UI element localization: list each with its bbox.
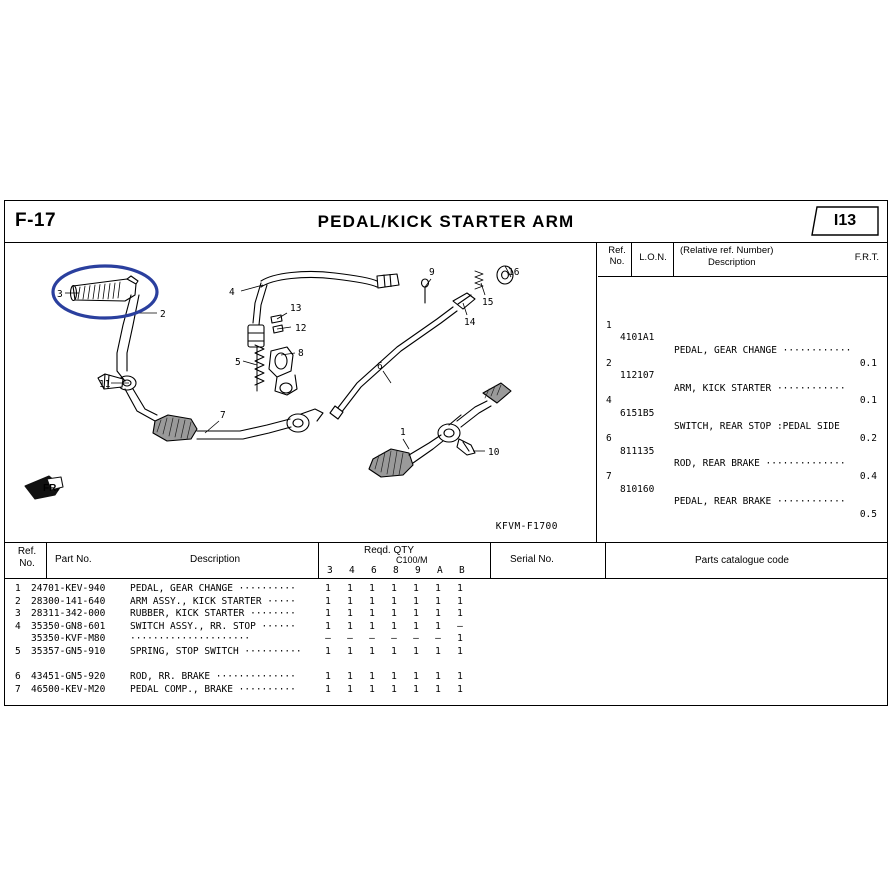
callout-6: 6 — [377, 361, 383, 372]
table-row — [5, 583, 887, 596]
parts-model-header: C100/M — [396, 555, 428, 565]
row-qty: 1 — [413, 620, 419, 632]
row-description: PEDAL, GEAR CHANGE ·········· — [130, 583, 296, 594]
row-qty: 1 — [369, 583, 375, 594]
ref-row-desc: ROD, REAR BRAKE ·············· — [674, 458, 846, 470]
row-qty: 1 — [347, 583, 353, 594]
row-description: ARM ASSY., KICK STARTER ····· — [130, 595, 296, 607]
table-row — [5, 671, 887, 684]
callout-1: 1 — [400, 427, 406, 438]
callout-12: 12 — [295, 323, 307, 334]
table-row — [5, 684, 887, 697]
qty-col-8: 8 — [393, 565, 399, 576]
row-qty: 1 — [413, 595, 419, 607]
row-qty: 1 — [347, 595, 353, 607]
row-qty: 1 — [457, 633, 463, 645]
row-qty: – — [391, 633, 397, 645]
row-ref-no: 1 — [15, 583, 21, 594]
row-qty: 1 — [435, 595, 441, 607]
ref-no-header: Ref. No. — [608, 245, 626, 267]
row-ref-no: 5 — [15, 645, 21, 657]
table-row — [5, 608, 887, 621]
row-qty: 1 — [457, 671, 463, 683]
row-qty: 1 — [391, 583, 397, 594]
callout-9: 9 — [429, 267, 435, 278]
row-qty: 1 — [347, 620, 353, 632]
row-qty: 1 — [413, 671, 419, 683]
row-qty: – — [413, 633, 419, 645]
row-qty: 1 — [435, 583, 441, 594]
diagram-svg — [5, 243, 597, 542]
parts-description-header: Description — [190, 554, 241, 565]
callout-11: 11 — [99, 379, 111, 390]
ref-divider-1 — [631, 243, 632, 277]
callout-13: 13 — [290, 303, 302, 314]
ref-row-no: 2 — [606, 357, 612, 369]
ref-row-no: 7 — [606, 470, 612, 482]
table-row — [5, 659, 887, 672]
ref-row-no: 4 — [606, 395, 612, 407]
callout-14: 14 — [464, 317, 476, 328]
row-qty: – — [347, 633, 353, 645]
row-qty: 1 — [369, 645, 375, 657]
callout-16: 16 — [508, 267, 520, 278]
row-qty: 1 — [435, 671, 441, 683]
reference-table-header — [598, 243, 887, 277]
row-qty: 1 — [325, 583, 331, 594]
row-qty: 1 — [391, 620, 397, 632]
qty-col-A: A — [437, 565, 443, 576]
parts-part-no-header: Part No. — [55, 554, 92, 565]
row-qty: 1 — [347, 608, 353, 620]
callout-4: 4 — [229, 287, 235, 298]
row-part-no: 35357-GN5-910 — [31, 645, 106, 657]
parts-catalogue-code-header: Parts catalogue code — [695, 555, 789, 566]
row-qty: 1 — [413, 683, 419, 695]
row-qty: 1 — [457, 645, 463, 657]
callout-8: 8 — [298, 348, 304, 359]
section-tab — [811, 206, 879, 236]
ref-row-lon: 4101A1 — [620, 332, 655, 344]
parts-divider-3 — [490, 543, 491, 579]
parts-divider-2 — [318, 543, 319, 579]
row-part-no: 28311-342-000 — [31, 608, 106, 620]
ref-row-lon: 810160 — [620, 483, 655, 495]
ref-row-frt: 0.5 — [859, 508, 877, 520]
row-qty: 1 — [391, 595, 397, 607]
row-qty: 1 — [435, 683, 441, 695]
row-ref-no: 2 — [15, 595, 21, 607]
row-description: ····················· — [130, 633, 251, 645]
frt-header: F.R.T. — [854, 252, 879, 263]
callout-5: 5 — [235, 357, 241, 368]
drawing-code: KFVM-F1700 — [495, 521, 558, 532]
ref-row-desc: PEDAL, GEAR CHANGE ············ — [674, 344, 852, 356]
row-qty: 1 — [413, 608, 419, 620]
table-row — [5, 596, 887, 609]
row-qty: 1 — [413, 645, 419, 657]
ref-divider-2 — [673, 243, 674, 277]
row-description: ROD, RR. BRAKE ·············· — [130, 671, 296, 683]
row-description: SWITCH ASSY., RR. STOP ······ — [130, 620, 296, 632]
reference-table — [598, 243, 887, 542]
parts-table — [5, 543, 887, 705]
row-qty: – — [369, 633, 375, 645]
parts-ref-no-header: Ref. No. — [17, 546, 37, 569]
ref-row-desc: ARM, KICK STARTER ············ — [674, 382, 846, 394]
row-part-no: 35350-GN8-601 — [31, 620, 106, 632]
row-qty: 1 — [369, 671, 375, 683]
row-qty: 1 — [457, 608, 463, 620]
ref-row-no: 1 — [606, 319, 612, 331]
row-part-no: 46500-KEV-M20 — [31, 683, 106, 695]
row-ref-no: 4 — [15, 620, 21, 632]
lon-header: L.O.N. — [639, 252, 667, 263]
row-qty: 1 — [391, 683, 397, 695]
row-part-no: 35350-KVF-M80 — [31, 633, 106, 645]
parts-table-header — [5, 543, 887, 579]
callout-15: 15 — [482, 297, 494, 308]
row-qty: 1 — [457, 595, 463, 607]
page-code: F-17 — [15, 210, 57, 231]
row-description: RUBBER, KICK STARTER ········ — [130, 608, 296, 620]
parts-qty-header: Reqd. QTY — [364, 545, 415, 556]
parts-divider-4 — [605, 543, 606, 579]
ref-row — [598, 307, 887, 369]
parts-rows — [5, 579, 887, 696]
callout-10: 10 — [488, 447, 500, 458]
qty-col-4: 4 — [349, 565, 355, 576]
reference-rows — [598, 277, 887, 520]
row-qty: 1 — [435, 645, 441, 657]
row-part-no: 43451-GN5-920 — [31, 671, 106, 683]
section-tab-label: I13 — [833, 212, 857, 229]
row-qty: 1 — [347, 671, 353, 683]
table-row — [5, 646, 887, 659]
row-qty: 1 — [369, 683, 375, 695]
table-row — [5, 633, 887, 646]
row-qty: 1 — [391, 671, 397, 683]
sheet-header — [5, 201, 887, 243]
ref-row-lon: 112107 — [620, 370, 655, 382]
row-qty: 1 — [325, 608, 331, 620]
parts-serial-header: Serial No. — [510, 554, 554, 565]
row-qty: 1 — [325, 620, 331, 632]
sheet-body — [5, 243, 887, 543]
relative-ref-header: (Relative ref. Number) — [680, 245, 774, 256]
row-qty: 1 — [457, 583, 463, 594]
description-header: Description — [708, 257, 756, 268]
qty-col-6: 6 — [371, 565, 377, 576]
row-part-no: 28300-141-640 — [31, 595, 106, 607]
table-row — [5, 621, 887, 634]
row-qty: 1 — [391, 645, 397, 657]
row-qty: 1 — [325, 595, 331, 607]
ref-row-no: 6 — [606, 433, 612, 445]
row-qty: 1 — [369, 595, 375, 607]
row-qty: – — [325, 633, 331, 645]
ref-row — [598, 345, 887, 407]
row-description: PEDAL COMP., BRAKE ·········· — [130, 683, 296, 695]
row-ref-no: 6 — [15, 671, 21, 683]
ref-row-frt: 0.1 — [859, 395, 877, 407]
row-qty: 1 — [325, 671, 331, 683]
qty-col-3: 3 — [327, 565, 333, 576]
row-qty: 1 — [391, 608, 397, 620]
row-qty: 1 — [435, 608, 441, 620]
row-qty: – — [457, 620, 463, 632]
callout-7: 7 — [220, 410, 226, 421]
row-qty: 1 — [369, 620, 375, 632]
parts-divider-1 — [46, 543, 47, 579]
row-qty: 1 — [325, 645, 331, 657]
callout-2: 2 — [160, 309, 166, 320]
row-part-no: 24701-KEV-940 — [31, 583, 106, 594]
callout-3: 3 — [57, 289, 63, 300]
ref-row-frt: 0.4 — [859, 470, 877, 482]
ref-row-lon: 811135 — [620, 445, 655, 457]
qty-col-B: B — [459, 565, 465, 576]
row-qty: 1 — [413, 583, 419, 594]
row-qty: 1 — [347, 645, 353, 657]
row-qty: – — [435, 633, 441, 645]
row-qty: 1 — [347, 683, 353, 695]
row-description: SPRING, STOP SWITCH ·········· — [130, 645, 302, 657]
row-qty: 1 — [435, 620, 441, 632]
row-qty: 1 — [325, 683, 331, 695]
ref-row-desc: PEDAL, REAR BRAKE ············ — [674, 496, 846, 508]
ref-row-frt: 0.2 — [859, 433, 877, 445]
ref-row-frt: 0.1 — [859, 357, 877, 369]
row-qty: 1 — [369, 608, 375, 620]
page-title: PEDAL/KICK STARTER ARM — [317, 212, 575, 231]
qty-col-9: 9 — [415, 565, 421, 576]
front-direction-label: FR. — [43, 483, 60, 494]
row-ref-no: 3 — [15, 608, 21, 620]
exploded-diagram — [5, 243, 597, 542]
row-ref-no: 7 — [15, 683, 21, 695]
ref-row-lon: 6151B5 — [620, 407, 655, 419]
parts-catalogue-sheet — [4, 200, 888, 706]
ref-row-desc: SWITCH, REAR STOP :PEDAL SIDE — [674, 420, 840, 432]
row-qty: 1 — [457, 683, 463, 695]
